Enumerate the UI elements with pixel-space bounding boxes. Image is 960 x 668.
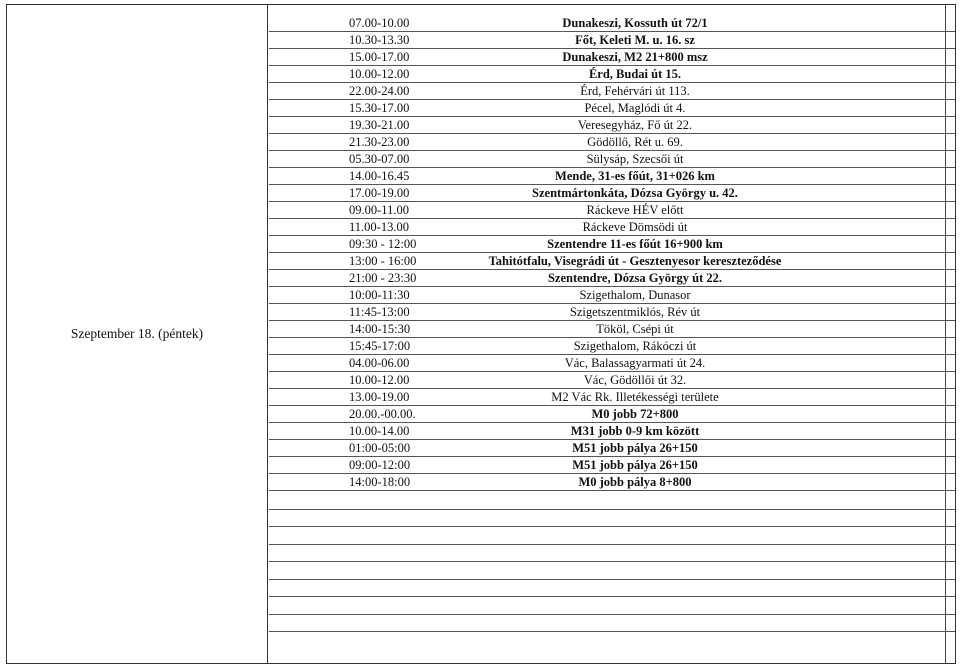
location-cell: Gödöllő, Rét u. 69. xyxy=(587,135,683,149)
time-cell: 09:00-12:00 xyxy=(349,458,411,472)
table-row xyxy=(269,202,955,219)
date-cell xyxy=(7,5,268,663)
table-row xyxy=(269,185,955,202)
time-cell: 11:45-13:00 xyxy=(349,305,410,319)
table-row xyxy=(269,49,955,66)
table-row xyxy=(269,219,955,236)
time-cell: 13.00-19.00 xyxy=(349,390,410,404)
schedule-rows xyxy=(269,15,955,491)
time-cell: 10:00-11:30 xyxy=(349,288,410,302)
empty-row-line xyxy=(269,596,955,597)
time-cell: 09.00-11.00 xyxy=(349,203,409,217)
location-cell: Dunakeszi, M2 21+800 msz xyxy=(562,50,708,64)
table-row xyxy=(269,253,955,270)
date-label: Szeptember 18. (péntek) xyxy=(70,326,204,341)
location-cell: Ráckeve Dömsödi út xyxy=(582,220,688,234)
time-cell: 21:00 - 23:30 xyxy=(349,271,417,285)
table-row xyxy=(269,372,955,389)
location-cell: Szigethalom, Dunasor xyxy=(579,288,691,302)
location-cell: Sülysáp, Szecsői út xyxy=(586,152,684,166)
empty-row-line xyxy=(269,561,955,562)
time-cell: 14:00-15:30 xyxy=(349,322,411,336)
location-cell: Vác, Gödöllői út 32. xyxy=(583,373,687,387)
table-row xyxy=(269,134,955,151)
time-cell: 10.00-14.00 xyxy=(349,424,410,438)
table-row xyxy=(269,355,955,372)
table-row xyxy=(269,321,955,338)
table-row xyxy=(269,423,955,440)
time-cell: 11.00-13.00 xyxy=(349,220,409,234)
table-row xyxy=(269,236,955,253)
time-cell: 10.00-12.00 xyxy=(349,373,410,387)
table-row xyxy=(269,117,955,134)
time-cell: 07.00-10.00 xyxy=(349,16,410,30)
table-row xyxy=(269,100,955,117)
table-row xyxy=(269,457,955,474)
time-cell: 15.00-17.00 xyxy=(349,50,410,64)
table-row xyxy=(269,66,955,83)
location-cell: Érd, Fehérvári út 113. xyxy=(580,84,690,98)
time-cell: 10.30-13.30 xyxy=(349,33,410,47)
schedule-table xyxy=(6,4,956,664)
time-cell: 17.00-19.00 xyxy=(349,186,410,200)
location-cell: Mende, 31-es főút, 31+026 km xyxy=(555,169,715,183)
table-row xyxy=(269,389,955,406)
location-cell: M51 jobb pálya 26+150 xyxy=(572,441,698,455)
table-row xyxy=(269,83,955,100)
location-cell: Veresegyház, Fő út 22. xyxy=(577,118,693,132)
empty-row-line xyxy=(269,579,955,580)
empty-row-line xyxy=(269,509,955,510)
location-cell: Tahitótfalu, Visegrádi út - Gesztenyesor kereszteződése xyxy=(488,254,782,268)
location-cell: Szentendre, Dózsa György út 22. xyxy=(547,271,723,285)
time-cell: 01:00-05:00 xyxy=(349,441,411,455)
location-cell: M51 jobb pálya 26+150 xyxy=(572,458,698,472)
location-cell: M2 Vác Rk. Illetékességi területe xyxy=(551,390,719,404)
empty-row-line xyxy=(269,614,955,615)
location-cell: Érd, Budai út 15. xyxy=(588,67,682,81)
right-border xyxy=(945,5,946,663)
table-row xyxy=(269,440,955,457)
time-cell: 22.00-24.00 xyxy=(349,84,410,98)
location-cell: Szigethalom, Rákóczi út xyxy=(573,339,697,353)
location-cell: Vác, Balassagyarmati út 24. xyxy=(564,356,706,370)
time-cell: 15.30-17.00 xyxy=(349,101,410,115)
time-cell: 14.00-16.45 xyxy=(349,169,410,183)
location-cell: Szentmártonkáta, Dózsa György u. 42. xyxy=(532,186,738,200)
table-row xyxy=(269,270,955,287)
location-cell: M31 jobb 0-9 km között xyxy=(570,424,700,438)
table-row xyxy=(269,304,955,321)
table-row xyxy=(269,168,955,185)
time-cell: 04.00-06.00 xyxy=(349,356,410,370)
location-cell: Dunakeszi, Kossuth út 72/1 xyxy=(562,16,708,30)
table-row xyxy=(269,151,955,168)
time-cell: 15:45-17:00 xyxy=(349,339,411,353)
time-cell: 13:00 - 16:00 xyxy=(349,254,417,268)
empty-row-line xyxy=(269,631,955,632)
time-cell: 05.30-07.00 xyxy=(349,152,410,166)
location-cell: M0 jobb pálya 8+800 xyxy=(578,475,692,489)
time-cell: 19.30-21.00 xyxy=(349,118,410,132)
location-cell: Szigetszentmiklós, Rév út xyxy=(569,305,701,319)
time-cell: 20.00.-00.00. xyxy=(349,407,416,421)
table-row xyxy=(269,338,955,355)
time-cell: 10.00-12.00 xyxy=(349,67,410,81)
location-cell: M0 jobb 72+800 xyxy=(591,407,679,421)
location-cell: Főt, Keleti M. u. 16. sz xyxy=(575,33,695,47)
time-cell: 09:30 - 12:00 xyxy=(349,237,417,251)
empty-row-line xyxy=(269,526,955,527)
location-cell: Szentendre 11-es főút 16+900 km xyxy=(547,237,723,251)
time-cell: 21.30-23.00 xyxy=(349,135,410,149)
table-row xyxy=(269,287,955,304)
empty-row-line xyxy=(269,544,955,545)
location-cell: Ráckeve HÉV előtt xyxy=(586,203,684,217)
table-row xyxy=(269,32,955,49)
location-cell: Tököl, Csépi út xyxy=(596,322,674,336)
table-row xyxy=(269,406,955,423)
table-row xyxy=(269,474,955,491)
table-row xyxy=(269,15,955,32)
location-cell: Pécel, Maglódi út 4. xyxy=(584,101,686,115)
time-cell: 14:00-18:00 xyxy=(349,475,411,489)
